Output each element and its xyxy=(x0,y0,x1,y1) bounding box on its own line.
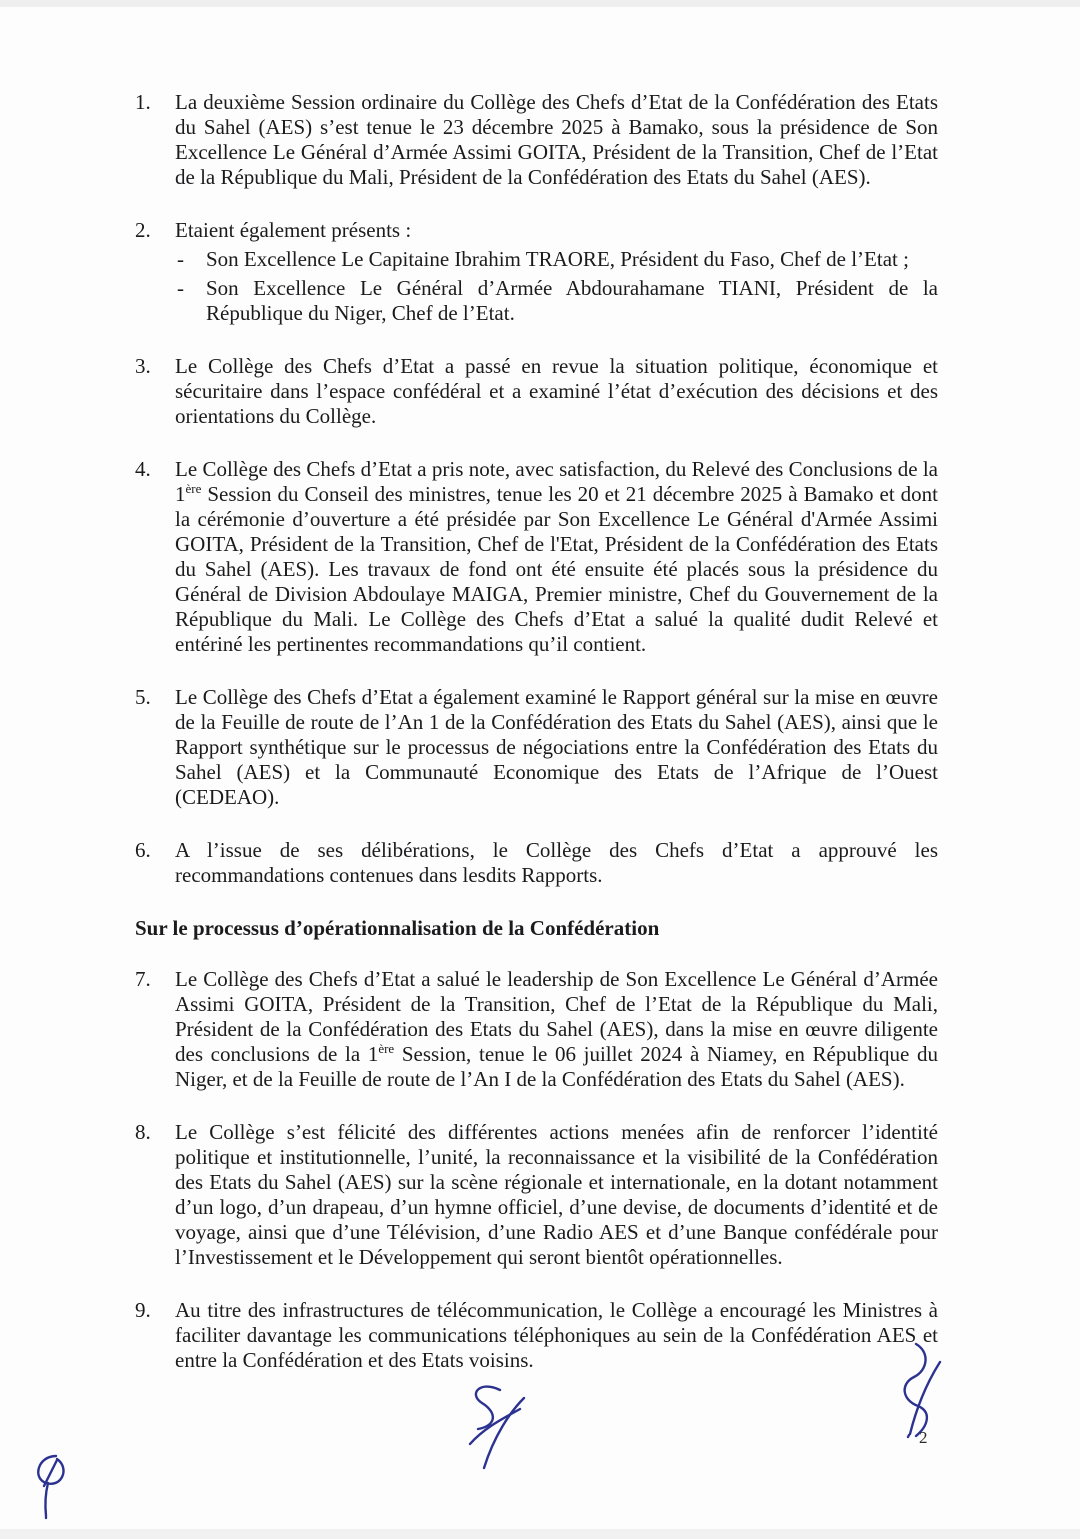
ordinal-superscript: ère xyxy=(378,1041,395,1056)
item-text: Au titre des infrastructures de télécommunication, le Collège a encouragé les Ministres à faciliter davantage les communications téléphoniques au sein de la Confédération AES et entre la Confédération et des Etats voisins. xyxy=(175,1298,938,1372)
list-item-1 xyxy=(135,90,938,190)
list-item-4 xyxy=(135,457,938,657)
item-text-segment: Le Collège des Chefs d’Etat a pris note, avec satisfaction, du Relevé des Conclusions de la 1 xyxy=(175,457,938,506)
item-text xyxy=(175,457,938,657)
ordinal-superscript: ère xyxy=(185,481,202,496)
sub-list-item xyxy=(175,276,938,326)
list-item-2 xyxy=(135,218,938,326)
sub-item-text: Son Excellence Le Capitaine Ibrahim TRAORE, Président du Faso, Chef de l’Etat ; xyxy=(206,247,909,271)
signature-paraph-center-icon xyxy=(460,1382,540,1476)
page-top-edge xyxy=(0,0,1080,7)
item-number: 1. xyxy=(135,90,151,114)
page-number: 2 xyxy=(919,1428,928,1447)
sub-item-text: Son Excellence Le Général d’Armée Abdourahamane TIANI, Président de la République du Niger, Chef de l’Etat. xyxy=(206,276,938,325)
section-heading: Sur le processus d’opérationnalisation de la Confédération xyxy=(135,916,660,940)
item-text: Le Collège s’est félicité des différentes actions menées afin de renforcer l’identité politique et institutionnelle, l’unité, la reconnaissance et la visibilité de la Confédération des Etats du Sahel (AES) sur la scène régionale et internationale, en la dotant notamment d’un logo, d’un drapeau, d’un hymne officiel, d’une devise, de documents d’identité et de voyage, ainsi que d’une Télévision, d’une Radio AES et d’une Banque confédérale pour l’Investissement et le Développement qui seront bientôt opérationnelles. xyxy=(175,1120,938,1269)
signature-paraph-right-icon xyxy=(886,1340,948,1446)
item-text: Le Collège des Chefs d’Etat a également examiné le Rapport général sur la mise en œuvre de la Feuille de route de l’An 1 de la Confédération des Etats du Sahel (AES), ainsi que le Rapport synthétique sur le processus de négociations entre la Confédération des Etats du Sahel (AES) et la Communauté Economique des Etats de l’Afrique de l’Ouest (CEDEAO). xyxy=(175,685,938,809)
item-text xyxy=(175,967,938,1092)
list-item-9 xyxy=(135,1298,938,1373)
list-item-3 xyxy=(135,354,938,429)
list-item-7 xyxy=(135,967,938,1092)
item-number: 7. xyxy=(135,967,151,991)
list-item-5 xyxy=(135,685,938,810)
list-item-8 xyxy=(135,1120,938,1270)
item-text-segment: Session du Conseil des ministres, tenue les 20 et 21 décembre 2025 à Bamako et dont la cérémonie d’ouverture a été présidée par Son Excellence Le Général d'Armée Assimi GOITA, Président de la Transition, Chef de l'Etat, Président de la Confédération des Etats du Sahel (AES). Les travaux de fond ont été ensuite été placés sous la présidence du Général de Division Abdoulaye MAIGA, Premier ministre, Chef du Gouvernement de la République du Mali. Le Collège des Chefs d’Etat a salué la qualité dudit Relevé et entériné les pertinentes recommandations qu’il contient. xyxy=(175,482,938,656)
item-number: 5. xyxy=(135,685,151,709)
item-number: 6. xyxy=(135,838,151,862)
item-number: 8. xyxy=(135,1120,151,1144)
item-number: 9. xyxy=(135,1298,151,1322)
signature-initial-left-icon xyxy=(30,1450,78,1522)
dash-bullet: - xyxy=(177,247,184,271)
item-text: Etaient également présents : xyxy=(175,218,412,242)
list-item-6 xyxy=(135,838,938,888)
item-text-segment: Session, tenue le 06 juillet 2024 à Niamey, en République du Niger, et de la Feuille de route de l’An I de la Confédération des Etats du Sahel (AES). xyxy=(175,1042,939,1091)
item-text-segment: Le Collège des Chefs d’Etat a salué le leadership de Son Excellence Le Général d’Armée Assimi GOITA, Président de la Transition, Chef de l’Etat de la République du Mali, Président de la Confédération des Etats du Sahel (AES), dans la mise en œuvre diligente des conclusions de la 1 xyxy=(175,967,938,1066)
item-text: A l’issue de ses délibérations, le Collège des Chefs d’Etat a approuvé les recommandations contenues dans lesdits Rapports. xyxy=(175,838,938,887)
dash-bullet: - xyxy=(177,276,184,300)
sub-list-item xyxy=(175,247,938,272)
document-body xyxy=(135,90,938,1401)
page-bottom-edge xyxy=(0,1529,1080,1539)
item-text: La deuxième Session ordinaire du Collège des Chefs d’Etat de la Confédération des Etats du Sahel (AES) s’est tenue le 23 décembre 2025 à Bamako, sous la présidence de Son Excellence Le Général d’Armée Assimi GOITA, Président de la Transition, Chef de l’Etat de la République du Mali, Président de la Confédération des Etats du Sahel (AES). xyxy=(175,90,938,189)
item-number: 3. xyxy=(135,354,151,378)
item-number: 2. xyxy=(135,218,151,242)
item-text: Le Collège des Chefs d’Etat a passé en revue la situation politique, économique et sécuritaire dans l’espace confédéral et a examiné l’état d’exécution des décisions et des orientations du Collège. xyxy=(175,354,938,428)
item-number: 4. xyxy=(135,457,151,481)
